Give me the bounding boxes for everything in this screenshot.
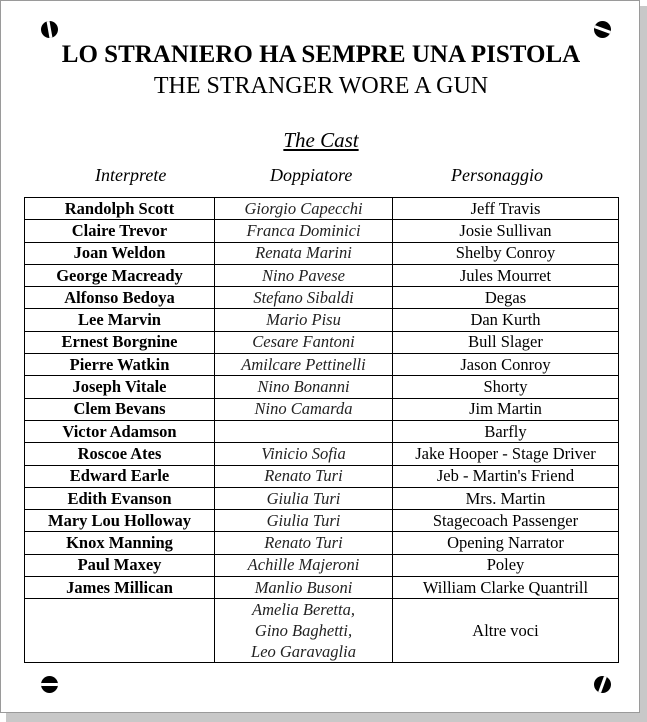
actor-cell: Edith Evanson [25, 487, 215, 509]
cast-row [25, 577, 619, 599]
plate-shadow-bottom [6, 713, 647, 722]
character-cell: Barfly [393, 420, 619, 442]
dubber-cell: Giulia Turi [215, 510, 393, 532]
cast-row [25, 354, 619, 376]
screw-icon [594, 21, 611, 38]
dubber-cell: Renato Turi [215, 532, 393, 554]
character-cell: Josie Sullivan [393, 220, 619, 242]
dubber-cell: Giulia Turi [215, 487, 393, 509]
dubber-cell: Mario Pisu [215, 309, 393, 331]
cast-table [24, 197, 619, 663]
dubber-cell: Amilcare Pettinelli [215, 354, 393, 376]
character-cell: Stagecoach Passenger [393, 510, 619, 532]
other-voice-dubber: Amelia Beretta, [252, 600, 355, 620]
column-header-actor: Interprete [95, 165, 167, 185]
other-voice-dubber: Leo Garavaglia [251, 642, 356, 662]
actor-cell: Lee Marvin [25, 309, 215, 331]
cast-row [25, 554, 619, 576]
cast-row [25, 510, 619, 532]
screw-icon [41, 676, 58, 693]
actor-cell: Victor Adamson [25, 420, 215, 442]
actor-cell: Claire Trevor [25, 220, 215, 242]
dubber-cell: Stefano Sibaldi [215, 287, 393, 309]
actor-cell: Roscoe Ates [25, 443, 215, 465]
character-cell: William Clarke Quantrill [393, 577, 619, 599]
cast-row [25, 487, 619, 509]
cast-row [25, 242, 619, 264]
dubber-cell: Cesare Fantoni [215, 331, 393, 353]
cast-row [25, 220, 619, 242]
character-cell: Jeff Travis [393, 198, 619, 220]
cast-row [25, 398, 619, 420]
dubber-cell: Nino Pavese [215, 264, 393, 286]
actor-cell: Ernest Borgnine [25, 331, 215, 353]
cast-table-body [25, 198, 619, 663]
english-title: THE STRANGER WORE A GUN [153, 73, 489, 99]
cast-row [25, 309, 619, 331]
other-voice-dubber: Gino Baghetti, [254, 621, 353, 641]
other-voices-label: Altre voci [393, 599, 619, 663]
dubber-cell: Nino Bonanni [215, 376, 393, 398]
italian-title: LO STRANIERO HA SEMPRE UNA PISTOLA [61, 41, 581, 68]
actor-cell: Edward Earle [25, 465, 215, 487]
plate-shadow-right [640, 6, 647, 722]
character-cell: Jake Hooper - Stage Driver [393, 443, 619, 465]
cast-row [25, 443, 619, 465]
character-cell: Jason Conroy [393, 354, 619, 376]
actor-cell: Knox Manning [25, 532, 215, 554]
actor-cell: Joseph Vitale [25, 376, 215, 398]
character-cell: Opening Narrator [393, 532, 619, 554]
cast-row [25, 376, 619, 398]
character-cell: Poley [393, 554, 619, 576]
cast-heading: The Cast [283, 128, 359, 152]
character-cell: Mrs. Martin [393, 487, 619, 509]
dubber-cell: Renata Marini [215, 242, 393, 264]
dubber-cell: Manlio Busoni [215, 577, 393, 599]
character-cell: Jules Mourret [393, 264, 619, 286]
cast-row [25, 420, 619, 442]
cast-row [25, 532, 619, 554]
other-voices-dubbers-cell [215, 599, 393, 663]
cast-row [25, 287, 619, 309]
cast-row [25, 198, 619, 220]
dubber-cell [215, 420, 393, 442]
character-cell: Shelby Conroy [393, 242, 619, 264]
dubber-cell: Nino Camarda [215, 398, 393, 420]
character-cell: Dan Kurth [393, 309, 619, 331]
character-cell: Jim Martin [393, 398, 619, 420]
actor-cell: Alfonso Bedoya [25, 287, 215, 309]
actor-cell: Paul Maxey [25, 554, 215, 576]
column-header-dubber: Doppiatore [270, 165, 353, 185]
actor-cell: Randolph Scott [25, 198, 215, 220]
actor-cell: Mary Lou Holloway [25, 510, 215, 532]
actor-cell: Clem Bevans [25, 398, 215, 420]
screw-icon [41, 21, 58, 38]
cast-row [25, 465, 619, 487]
other-voices-row [25, 599, 619, 663]
dubber-cell: Achille Majeroni [215, 554, 393, 576]
cast-row [25, 331, 619, 353]
character-cell: Degas [393, 287, 619, 309]
actor-cell: George Macready [25, 264, 215, 286]
cast-row [25, 264, 619, 286]
character-cell: Bull Slager [393, 331, 619, 353]
character-cell: Shorty [393, 376, 619, 398]
other-voices-actor-cell [25, 599, 215, 663]
character-cell: Jeb - Martin's Friend [393, 465, 619, 487]
screw-icon [594, 676, 611, 693]
actor-cell: Joan Weldon [25, 242, 215, 264]
actor-cell: Pierre Watkin [25, 354, 215, 376]
dubber-cell: Giorgio Capecchi [215, 198, 393, 220]
dubber-cell: Franca Dominici [215, 220, 393, 242]
dubber-cell: Renato Turi [215, 465, 393, 487]
actor-cell: James Millican [25, 577, 215, 599]
dubber-cell: Vinicio Sofia [215, 443, 393, 465]
column-header-character: Personaggio [451, 165, 543, 185]
